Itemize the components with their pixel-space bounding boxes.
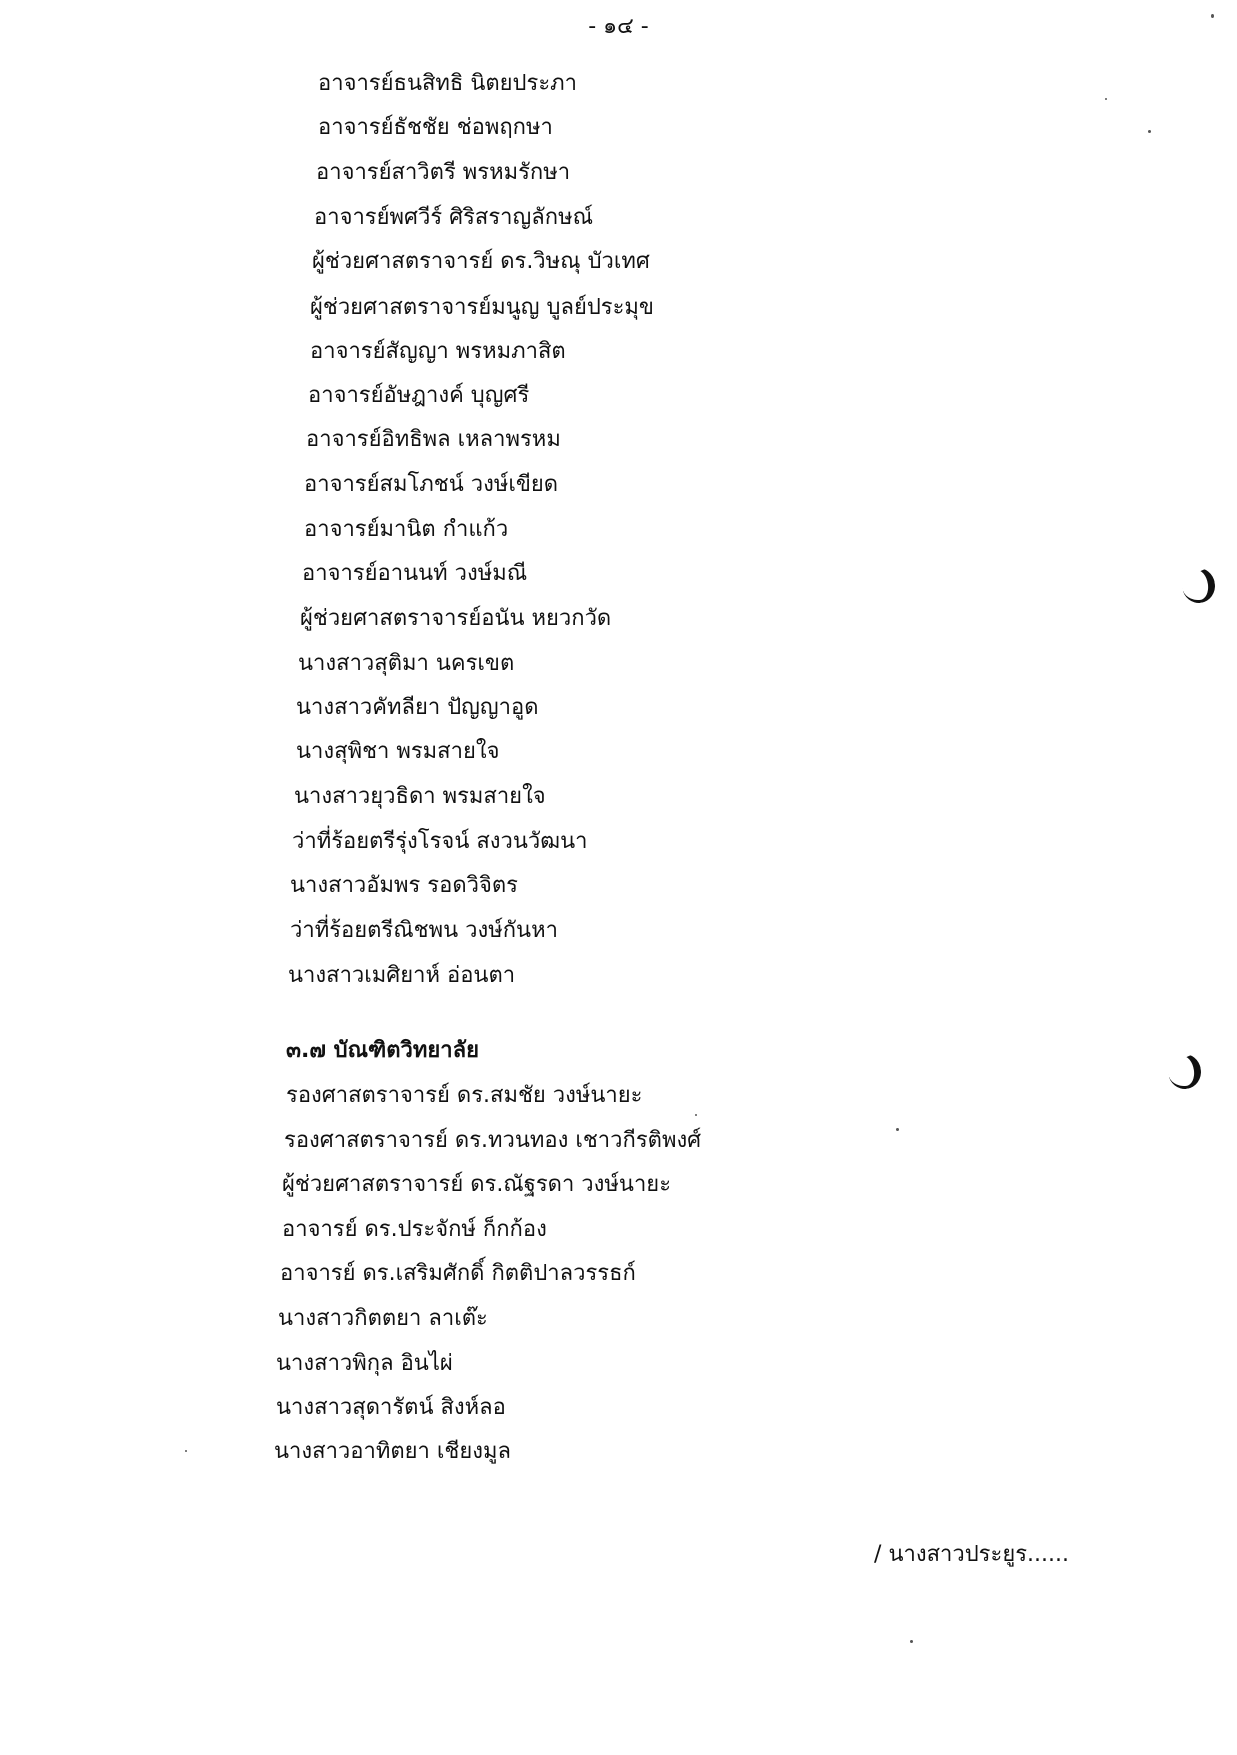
name-line: นางสาวสุติมา นครเขต [298,651,515,676]
name-line: รองศาสตราจารย์ ดร.สมชัย วงษ์นายะ [286,1083,643,1108]
name-line: อาจารย์ธนสิทธิ นิตยประภา [318,71,578,96]
name-line: ผู้ช่วยศาสตราจารย์อนัน หยวกวัด [300,606,612,631]
name-line: อาจารย์สาวิตรี พรหมรักษา [316,160,571,185]
section-heading: ๓.๗ บัณฑิตวิทยาลัย [286,1038,479,1063]
scan-speck [1211,14,1214,18]
scan-speck [910,1640,913,1643]
name-line: ผู้ช่วยศาสตราจารย์ ดร.ณัฐรดา วงษ์นายะ [282,1172,672,1197]
name-line: อาจารย์สมโภชน์ วงษ์เขียด [304,472,559,497]
name-line: อาจารย์ธัชชัย ช่อพฤกษา [318,115,553,140]
name-line: นางสาวกิตตยา ลาเต๊ะ [278,1306,488,1331]
name-line: นางสุพิชา พรมสายใจ [296,739,500,764]
name-line: อาจารย์สัญญา พรหมภาสิต [310,339,566,364]
name-line: นางสาวยุวธิดา พรมสายใจ [294,784,546,809]
name-line: อาจารย์ ดร.ประจักษ์ ก็กก้อง [282,1217,547,1242]
name-line: อาจารย์มานิต กำแก้ว [304,517,509,542]
name-line: ผู้ช่วยศาสตราจารย์ ดร.วิษณุ บัวเทศ [312,249,650,274]
name-line: อาจารย์ ดร.เสริมศักดิ์ กิตติปาลวรรธก์ [280,1261,636,1286]
name-line: นางสาวอาทิตยา เชียงมูล [274,1439,511,1464]
name-line: ว่าที่ร้อยตรีณิชพน วงษ์กันหา [290,918,558,943]
name-line: อาจารย์อานนท์ วงษ์มณี [302,561,528,586]
continuation-note: / นางสาวประยูร...... [874,1542,1069,1567]
scan-speck [896,1128,899,1131]
name-line: อาจารย์พศวีร์ ศิริสราญลักษณ์ [314,205,593,230]
name-line: ว่าที่ร้อยตรีรุ่งโรจน์ สงวนวัฒนา [292,829,588,854]
name-line: อาจารย์อิทธิพล เหลาพรหม [306,427,561,452]
name-line: นางสาวพิกุล อินไผ่ [276,1351,453,1376]
name-line: รองศาสตราจารย์ ดร.ทวนทอง เชาวกีรติพงศ์ [284,1128,702,1153]
name-line: นางสาวคัทลียา ปัญญาอูด [296,695,539,720]
name-line: ผู้ช่วยศาสตราจารย์มนูญ บูลย์ประมุข [310,295,654,320]
scan-speck [1105,98,1107,100]
page-number: - ๑๔ - [588,14,649,39]
scan-speck [185,1450,187,1452]
scan-speck [1148,130,1151,133]
name-line: นางสาวอัมพร รอดวิจิตร [290,873,518,898]
name-line: อาจารย์อัษฎางค์ บุญศรี [308,383,530,408]
scan-speck [695,1114,697,1116]
name-line: นางสาวสุดารัตน์ สิงห์ลอ [276,1395,506,1420]
name-line: นางสาวเมศิยาห์ อ่อนตา [288,963,516,988]
